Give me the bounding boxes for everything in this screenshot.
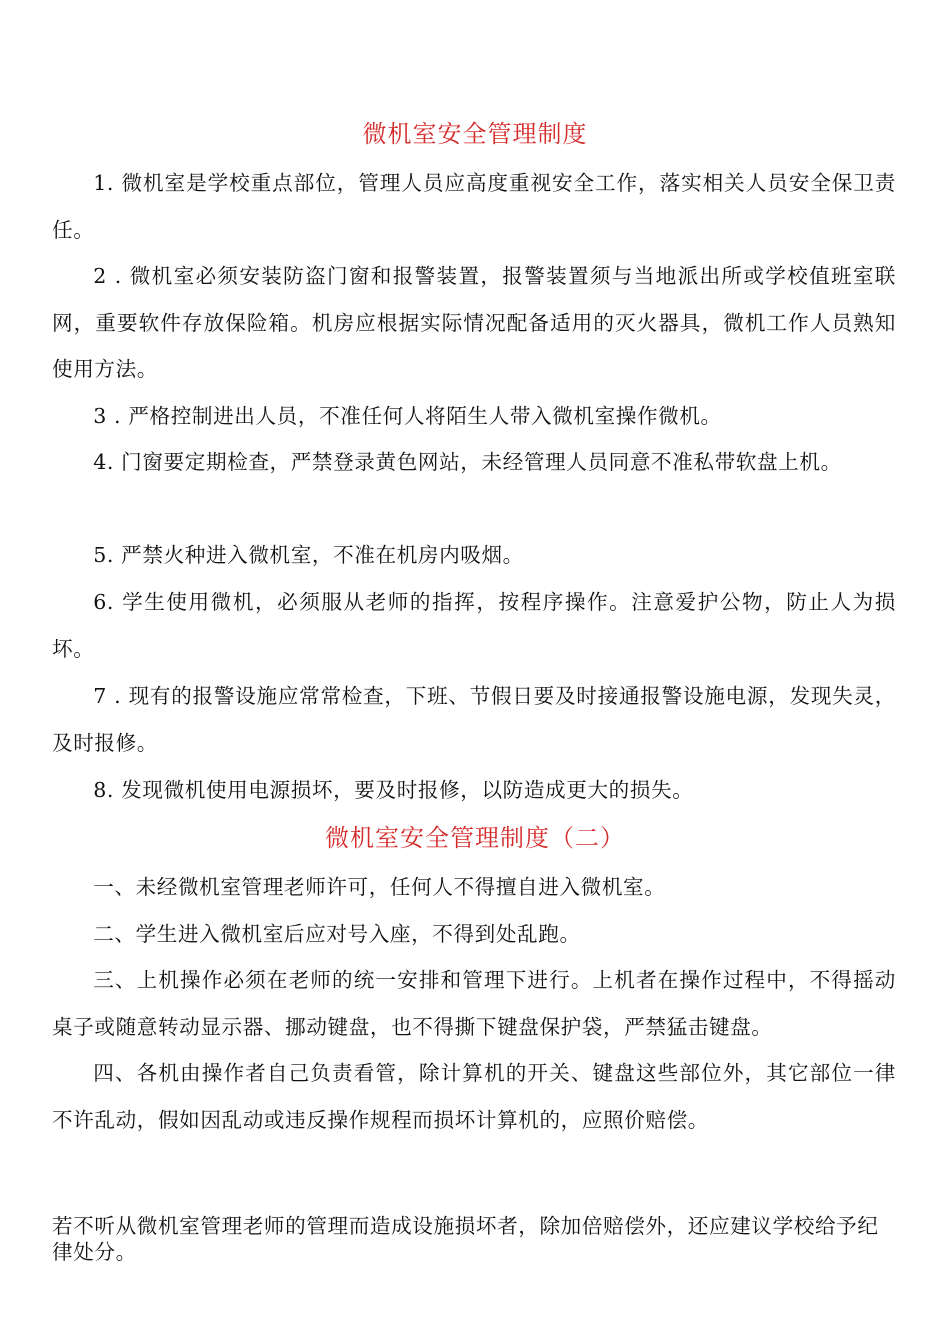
closing-note: 若不听从微机室管理老师的管理而造成设施损坏者，除加倍赔偿外，还应建议学校给予纪律处分。 [52,1214,879,1264]
rule-paragraph: 5. 严禁火种进入微机室，不准在机房内吸烟。 [93,543,524,567]
document-title: 微机室安全管理制度 [362,120,588,148]
rule-paragraph: 4. 门窗要定期检查，严禁登录黄色网站，未经管理人员同意不准私带软盘上机。 [93,450,842,474]
rule-paragraph: 8. 发现微机使用电源损坏，要及时报修，以防造成更大的损失。 [93,778,694,802]
rule-paragraph: 三、上机操作必须在老师的统一安排和管理下进行。上机者在操作过程中，不得摇动桌子或随意转动显示器、挪动键盘，也不得撕下键盘保护袋，严禁猛击键盘。 [52,968,896,1039]
rule-paragraph: 6. 学生使用微机，必须服从老师的指挥，按程序操作。注意爱护公物，防止人为损坏。 [52,590,896,661]
rule-paragraph: 四、各机由操作者自己负责看管，除计算机的开关、键盘这些部位外，其它部位一律不许乱动，假如因乱动或违反操作规程而损坏计算机的，应照价赔偿。 [52,1061,896,1132]
rule-paragraph: 7 . 现有的报警设施应常常检查，下班、节假日要及时接通报警设施电源，发现失灵，及时报修。 [52,684,896,755]
rule-paragraph: 二、学生进入微机室后应对号入座，不得到处乱跑。 [93,922,581,946]
rule-paragraph: 2 . 微机室必须安装防盗门窗和报警装置，报警装置须与当地派出所或学校值班室联网，重要软件存放保险箱。机房应根据实际情况配备适用的灭火器具，微机工作人员熟知使用方法。 [52,264,896,381]
rule-paragraph: 3 . 严格控制进出人员，不准任何人将陌生人带入微机室操作微机。 [93,404,722,428]
rule-paragraph: 一、未经微机室管理老师许可，任何人不得擅自进入微机室。 [93,875,666,899]
section-two-title: 微机室安全管理制度（二） [325,824,625,852]
rule-paragraph: 1. 微机室是学校重点部位，管理人员应高度重视安全工作，落实相关人员安全保卫责任。 [52,171,896,242]
